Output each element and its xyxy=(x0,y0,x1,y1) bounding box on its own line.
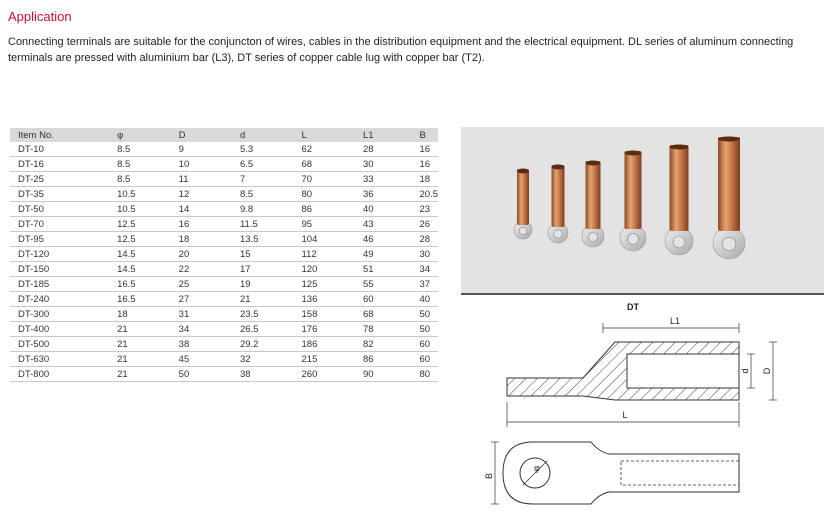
table-cell: 12.5 xyxy=(109,217,171,232)
table-cell: 12.5 xyxy=(109,232,171,247)
table-row xyxy=(10,217,438,232)
table-cell: DT-500 xyxy=(10,337,109,352)
table-cell: 22 xyxy=(171,262,232,277)
table-cell: 30 xyxy=(412,247,439,262)
table-row xyxy=(10,337,438,352)
table-cell: 10.5 xyxy=(109,187,171,202)
table-cell: 11 xyxy=(171,172,232,187)
lug-mouth xyxy=(552,165,565,170)
table-row xyxy=(10,277,438,292)
lug-hole xyxy=(554,230,562,238)
table-cell: 38 xyxy=(232,367,294,382)
table-cell: 26 xyxy=(412,217,439,232)
table-cell: DT-10 xyxy=(10,142,109,157)
column-header-D: D xyxy=(171,128,232,142)
lug-hole xyxy=(628,234,639,245)
cable-lug-photo-svg xyxy=(461,127,824,293)
table-cell: 8.5 xyxy=(109,157,171,172)
table-cell: 16 xyxy=(412,142,439,157)
table-cell: 13.5 xyxy=(232,232,294,247)
table-row xyxy=(10,172,438,187)
lug-mouth xyxy=(670,145,689,150)
column-header-L: L xyxy=(294,128,355,142)
table-cell: 62 xyxy=(294,142,355,157)
table-cell: 260 xyxy=(294,367,355,382)
cable-lug-photo xyxy=(461,127,824,295)
table-cell: 8.5 xyxy=(109,142,171,157)
table-row xyxy=(10,232,438,247)
label-B: B xyxy=(484,472,494,480)
table-cell: 46 xyxy=(355,232,412,247)
table-cell: 16.5 xyxy=(109,292,171,307)
table-cell: 80 xyxy=(294,187,355,202)
lug-hole xyxy=(519,227,527,235)
table-cell: 50 xyxy=(412,307,439,322)
table-cell: DT-25 xyxy=(10,172,109,187)
table-cell: 9.8 xyxy=(232,202,294,217)
table-cell: 38 xyxy=(171,337,232,352)
table-cell: 34 xyxy=(412,262,439,277)
table-cell: DT-400 xyxy=(10,322,109,337)
table-cell: DT-50 xyxy=(10,202,109,217)
cable-lug-4 xyxy=(620,151,646,252)
table-cell: 28 xyxy=(355,142,412,157)
lug-mouth xyxy=(718,137,740,142)
table-cell: 15 xyxy=(232,247,294,262)
table-cell: 37 xyxy=(412,277,439,292)
table-cell: 70 xyxy=(294,172,355,187)
table-cell: 19 xyxy=(232,277,294,292)
lug-barrel xyxy=(517,169,529,225)
table-cell: 86 xyxy=(294,202,355,217)
table-cell: 50 xyxy=(412,322,439,337)
table-cell: 29.2 xyxy=(232,337,294,352)
table-cell: 40 xyxy=(412,292,439,307)
table-row xyxy=(10,202,438,217)
table-cell: 25 xyxy=(171,277,232,292)
lug-hole xyxy=(722,237,735,250)
table-cell: 49 xyxy=(355,247,412,262)
table-cell: 20 xyxy=(171,247,232,262)
table-cell: 14.5 xyxy=(109,262,171,277)
table-cell: 95 xyxy=(294,217,355,232)
table-cell: DT-240 xyxy=(10,292,109,307)
table-row xyxy=(10,157,438,172)
table-cell: DT-16 xyxy=(10,157,109,172)
table-cell: 60 xyxy=(412,352,439,367)
table-cell: 45 xyxy=(171,352,232,367)
table-cell: 68 xyxy=(294,157,355,172)
table-cell: 6.5 xyxy=(232,157,294,172)
table-cell: 5.3 xyxy=(232,142,294,157)
table-cell: 21 xyxy=(232,292,294,307)
table-cell: DT-150 xyxy=(10,262,109,277)
label-d: d xyxy=(740,368,750,374)
table-cell: DT-630 xyxy=(10,352,109,367)
dt-drawing-svg xyxy=(461,296,824,520)
table-cell: 23.5 xyxy=(232,307,294,322)
table-row xyxy=(10,322,438,337)
table-cell: 60 xyxy=(355,292,412,307)
table-cell: 50 xyxy=(171,367,232,382)
label-D: D xyxy=(762,367,772,375)
table-cell: 120 xyxy=(294,262,355,277)
table-cell: 16 xyxy=(171,217,232,232)
table-cell: DT-800 xyxy=(10,367,109,382)
lug-hole xyxy=(588,232,597,241)
table-row xyxy=(10,292,438,307)
lug-barrel xyxy=(586,161,601,229)
table-cell: 33 xyxy=(355,172,412,187)
table-cell: 21 xyxy=(109,322,171,337)
cable-lug-6 xyxy=(713,137,745,260)
table-cell: 8.5 xyxy=(232,187,294,202)
column-header-phi: φ xyxy=(109,128,171,142)
table-row xyxy=(10,187,438,202)
table-cell: 16 xyxy=(412,157,439,172)
table-cell: DT-35 xyxy=(10,187,109,202)
column-header-B: B xyxy=(412,128,439,142)
table-cell: 18 xyxy=(171,232,232,247)
table-cell: DT-95 xyxy=(10,232,109,247)
cable-lug-1 xyxy=(514,169,532,240)
table-cell: 14 xyxy=(171,202,232,217)
table-cell: 215 xyxy=(294,352,355,367)
table-row xyxy=(10,262,438,277)
column-header-item-no: Item No. xyxy=(10,128,109,142)
table-cell: 125 xyxy=(294,277,355,292)
table-cell: 158 xyxy=(294,307,355,322)
table-cell: 60 xyxy=(412,337,439,352)
table-cell: 136 xyxy=(294,292,355,307)
table-cell: 10.5 xyxy=(109,202,171,217)
table-cell: 68 xyxy=(355,307,412,322)
table-row xyxy=(10,142,438,157)
table-cell: 18 xyxy=(109,307,171,322)
table-cell: 10 xyxy=(171,157,232,172)
lug-barrel xyxy=(625,151,642,229)
table-cell: 18 xyxy=(412,172,439,187)
lug-mouth xyxy=(586,161,601,166)
cable-lug-5 xyxy=(665,145,693,256)
lug-mouth xyxy=(625,151,642,156)
table-cell: 86 xyxy=(355,352,412,367)
table-row xyxy=(10,367,438,382)
table-cell: 12 xyxy=(171,187,232,202)
table-cell: 31 xyxy=(171,307,232,322)
cable-lug-3 xyxy=(582,161,604,248)
table-cell: DT-70 xyxy=(10,217,109,232)
table-cell: 21 xyxy=(109,367,171,382)
table-cell: 21 xyxy=(109,337,171,352)
lug-mouth xyxy=(517,169,529,174)
table-cell: 30 xyxy=(355,157,412,172)
table-body xyxy=(10,142,438,382)
table-cell: 32 xyxy=(232,352,294,367)
table-cell: 8.5 xyxy=(109,172,171,187)
table-cell: 36 xyxy=(355,187,412,202)
table-cell: 82 xyxy=(355,337,412,352)
table-row xyxy=(10,352,438,367)
table-cell: 20.5 xyxy=(412,187,439,202)
spec-table xyxy=(10,128,438,382)
intro-paragraph: Connecting terminals are suitable for the conjuncton of wires, cables in the distribution equipment and the electrical equipment. DL series of aluminum connecting terminals are pressed with aluminium bar (L3), DT series of copper cable lug with copper bar (T2). xyxy=(8,36,794,64)
table-cell: 78 xyxy=(355,322,412,337)
table-cell: 7 xyxy=(232,172,294,187)
lug-hole xyxy=(673,236,685,248)
table-cell: 11.5 xyxy=(232,217,294,232)
drawing-title: DT xyxy=(627,302,639,312)
table-row xyxy=(10,247,438,262)
table-cell: 43 xyxy=(355,217,412,232)
lug-barrel-bore xyxy=(627,354,739,388)
table-cell: 80 xyxy=(412,367,439,382)
table-cell: 21 xyxy=(109,352,171,367)
dt-technical-drawing xyxy=(461,296,824,525)
label-phi: φ xyxy=(534,463,540,473)
label-L1: L1 xyxy=(669,316,681,326)
cable-lug-2 xyxy=(548,165,568,244)
table-cell: 16.5 xyxy=(109,277,171,292)
table-header-row xyxy=(10,128,438,142)
table-cell: DT-185 xyxy=(10,277,109,292)
table-cell: 27 xyxy=(171,292,232,307)
table-cell: 17 xyxy=(232,262,294,277)
table-cell: 90 xyxy=(355,367,412,382)
table-cell: 40 xyxy=(355,202,412,217)
table-row xyxy=(10,307,438,322)
table-cell: 23 xyxy=(412,202,439,217)
table-cell: 176 xyxy=(294,322,355,337)
column-header-d: d xyxy=(232,128,294,142)
lug-barrel xyxy=(718,137,740,231)
table-cell: 9 xyxy=(171,142,232,157)
table-cell: 28 xyxy=(412,232,439,247)
table-cell: 34 xyxy=(171,322,232,337)
table-cell: DT-300 xyxy=(10,307,109,322)
table-cell: 51 xyxy=(355,262,412,277)
table-cell: 104 xyxy=(294,232,355,247)
table-cell: 186 xyxy=(294,337,355,352)
table-cell: 26.5 xyxy=(232,322,294,337)
table-cell: 14.5 xyxy=(109,247,171,262)
table-cell: DT-120 xyxy=(10,247,109,262)
lug-barrel xyxy=(670,145,689,231)
label-L: L xyxy=(622,410,628,420)
page-heading: Application xyxy=(8,9,72,24)
column-header-L1: L1 xyxy=(355,128,412,142)
lug-barrel xyxy=(552,165,565,227)
table-cell: 112 xyxy=(294,247,355,262)
table-cell: 55 xyxy=(355,277,412,292)
